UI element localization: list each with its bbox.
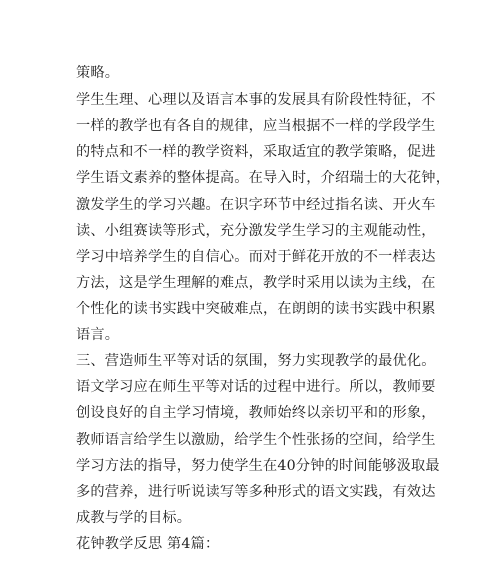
text-line: 学生语文素养的整体提高。在导入时，介绍瑞士的大花钟， [76,170,451,186]
text-line: 方法，这是学生理解的难点，教学时采用以读为主线，在 [76,275,436,291]
text-line: 学习中培养学生的自信心。而对于鲜花开放的不一样表达 [76,249,436,265]
text-line: 激发学生的学习兴趣。在识字环节中经过指名读、开火车 [76,197,436,213]
text-line: 的特点和不一样的教学资料，采取适宜的教学策略，促进 [76,144,436,160]
text-line: 读、小组赛读等形式，充分激发学生学习的主观能动性， [76,223,436,239]
text-line: 创设良好的自主学习情境，教师始终以亲切平和的形象， [76,405,436,421]
text-line: 多的营养，进行听说读写等多种形式的语文实践，有效达 [76,484,436,500]
text-line: 学生生理、心理以及语言本事的发展具有阶段性特征，不 [76,92,436,108]
text-line: 教师语言给学生以激励，给学生个性张扬的空间，给学生 [76,432,436,448]
text-line: 一样的教学也有各自的规律，应当根据不一样的学段学生 [76,118,436,134]
section-heading: 三、营造师生平等对话的氛围，努力实现教学的最优化。 [76,353,436,369]
text-line: 个性化的读书实践中突破难点，在朗朗的读书实践中积累 [76,301,436,317]
text-line: 成教与学的目标。 [76,510,192,526]
text-line: 语言。 [76,327,120,343]
text-line: 语文学习应在师生平等对话的过程中进行。所以，教师要 [76,379,436,395]
section-title: 花钟教学反思 第4篇： [76,536,220,552]
text-line: 策略。 [76,65,120,81]
text-line: 学习方法的指导，努力使学生在40分钟的时间能够汲取最 [76,458,440,474]
